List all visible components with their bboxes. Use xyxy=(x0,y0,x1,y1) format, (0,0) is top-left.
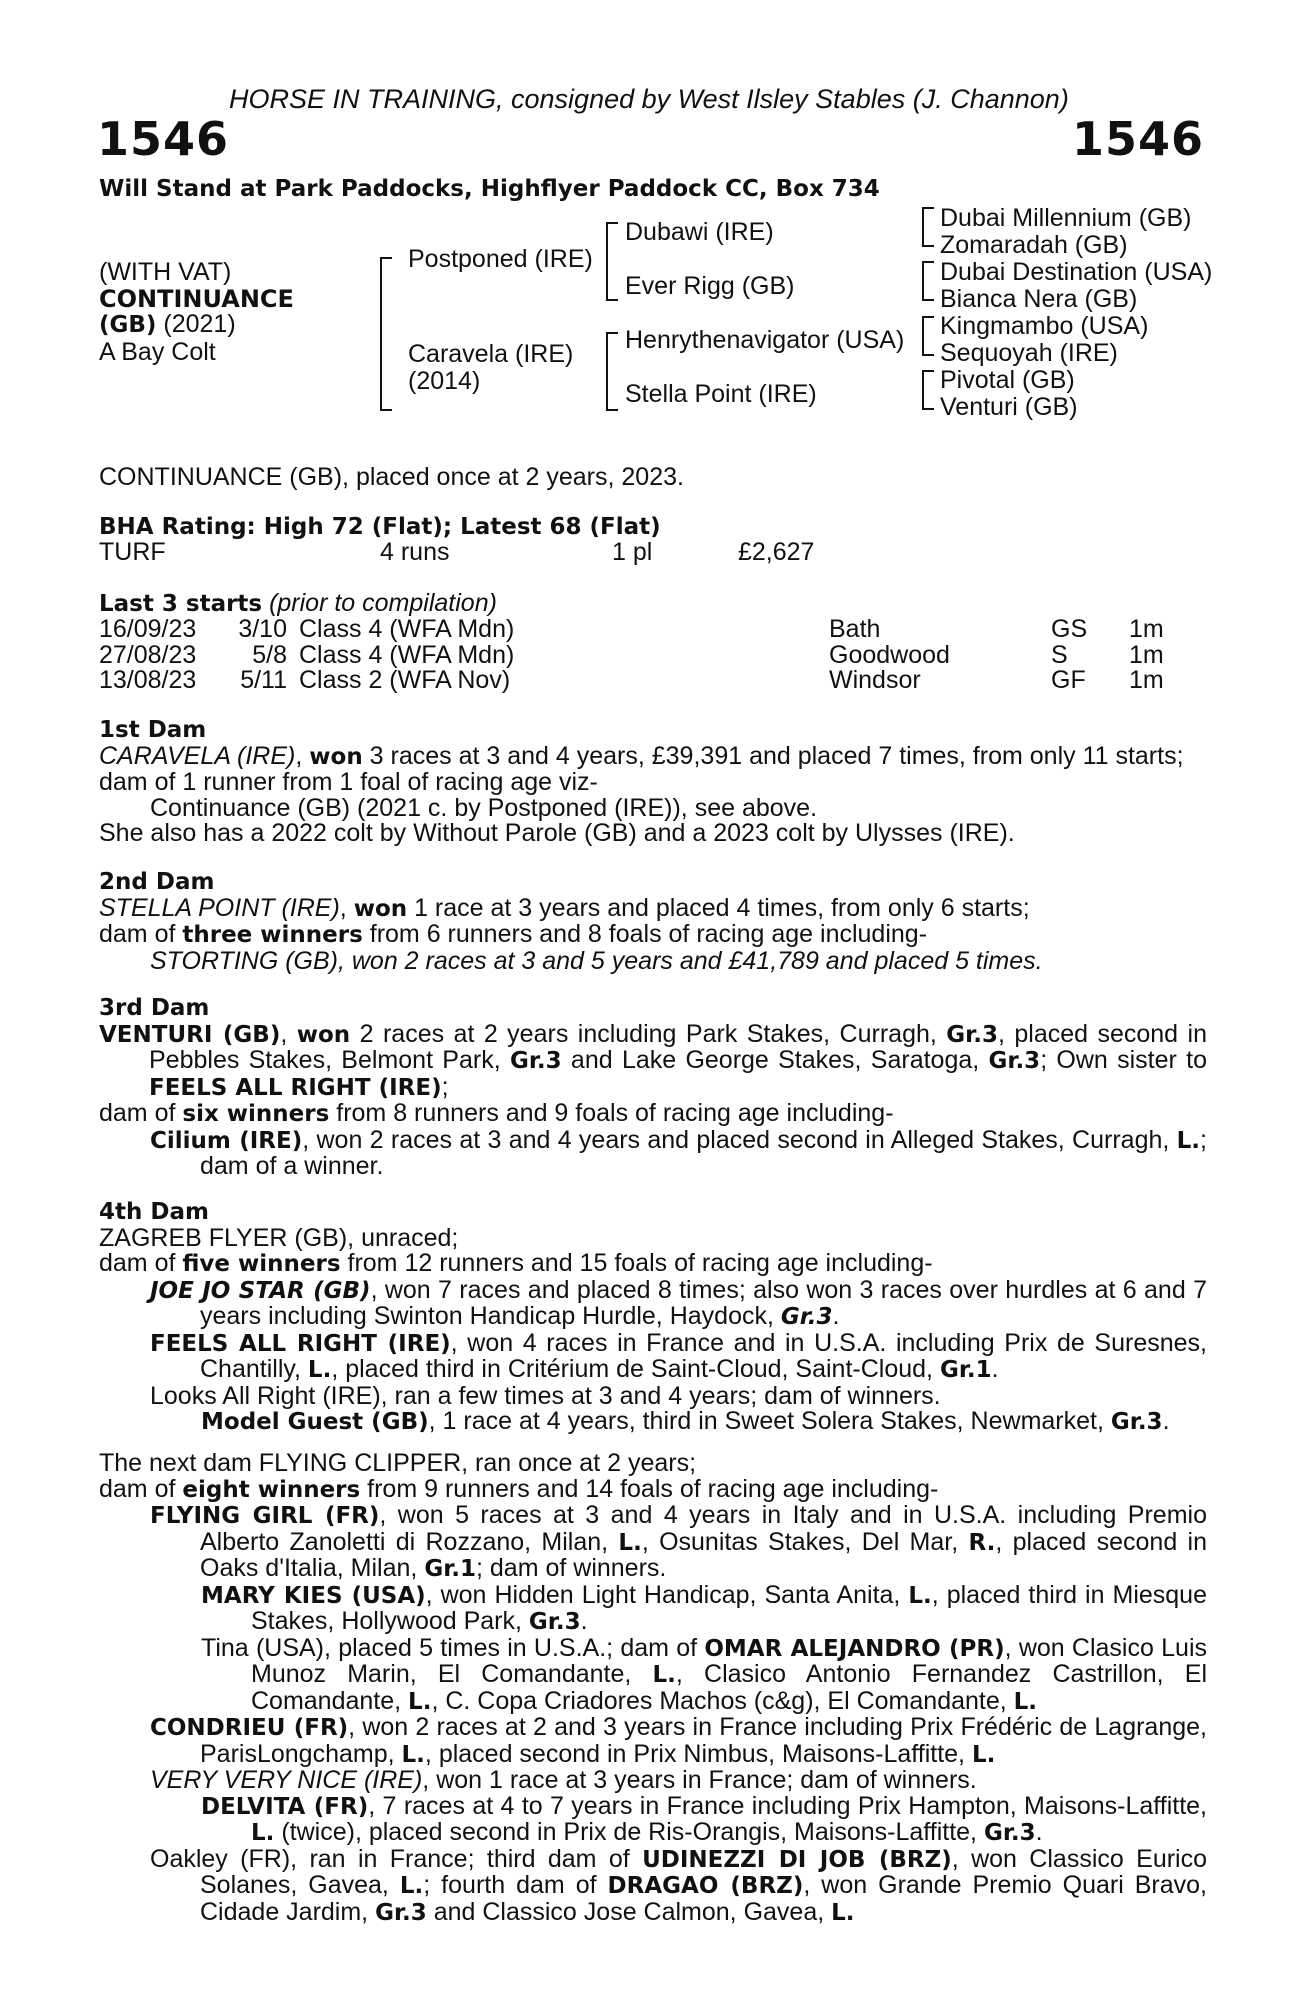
next-dam-para3 xyxy=(99,1503,1207,1583)
text-run: (twice), placed second in Prix de Ris-Orangis, Maisons-Laffitte, xyxy=(274,1818,984,1846)
second-dam-record: 1 race at 3 years and placed 4 times, from only 6 starts; xyxy=(407,893,1030,922)
next-dam-para2 xyxy=(99,1474,1207,1504)
first-dam-won: won xyxy=(309,743,363,770)
second-dam-section xyxy=(99,870,1207,974)
last-starts-title: Last 3 starts xyxy=(99,591,263,617)
start-pos: 3/10 xyxy=(238,615,287,643)
next-dam-para9 xyxy=(99,1844,1208,1927)
horse-country: (GB) xyxy=(99,312,157,338)
text-run: L. xyxy=(251,1820,275,1846)
second-dam-line2-c: from 6 runners and 8 foals of racing age including- xyxy=(362,920,928,948)
text-run: , placed third in Critérium de Saint-Cloud, Saint-Cloud, xyxy=(331,1355,940,1383)
second-dam-winners: three winners xyxy=(182,922,363,948)
horse-country-year xyxy=(99,312,236,338)
pedigree-bracket-dam xyxy=(606,332,618,411)
last-starts-heading xyxy=(99,591,497,617)
text-run: FEELS ALL RIGHT (IRE) xyxy=(149,1074,442,1101)
text-run: Gr.3 xyxy=(528,1609,581,1635)
text-run: Cilium (IRE) xyxy=(150,1127,303,1154)
pedigree-dam-year: (2014) xyxy=(408,367,481,395)
next-dam-para4 xyxy=(99,1580,1207,1636)
second-dam-line1: STELLA POINT (IRE), won 1 race at 3 years and placed 4 times, from only 6 starts; xyxy=(99,893,1030,922)
text-run: Gr.1 xyxy=(424,1556,476,1582)
text-run: , placed second in Pebbles Stakes, Belmont Park, xyxy=(149,1019,1207,1074)
text-run: CONDRIEU (FR) xyxy=(150,1715,349,1741)
next-dam-para6 xyxy=(99,1715,1207,1768)
start-going: S xyxy=(1051,640,1068,669)
text-run: FLYING GIRL (FR) xyxy=(150,1503,380,1529)
horse-year: (2021) xyxy=(156,310,236,338)
text-run: L. xyxy=(399,1873,424,1899)
start-row xyxy=(99,668,1189,694)
text-run: six winners xyxy=(182,1101,330,1127)
text-run: R. xyxy=(968,1529,996,1556)
text-run: , placed third in Miesque Stakes, Hollywood Park, xyxy=(251,1580,1207,1635)
first-dam-record: 3 races at 3 and 4 years, £39,391 and placed 7 times, from only 11 starts; xyxy=(362,741,1184,770)
text-run: Gr.3 xyxy=(509,1048,562,1074)
start-pos: 5/8 xyxy=(252,640,287,669)
text-run: , won 1 race at 3 years in France; dam of winners. xyxy=(422,1766,977,1794)
text-run: Gr.3 xyxy=(983,1820,1036,1846)
text-run: ; fourth dam of xyxy=(423,1871,608,1899)
first-dam-section xyxy=(99,718,1207,847)
pedigree-sire-dam: Ever Rigg (GB) xyxy=(625,272,795,300)
pedigree-sire-sire: Dubawi (IRE) xyxy=(625,218,774,246)
start-pos: 5/11 xyxy=(240,666,287,694)
pedigree-bracket-sire xyxy=(606,222,618,301)
start-dist: 1m xyxy=(1129,640,1164,669)
second-dam-won: won xyxy=(353,895,408,922)
text-run: Model Guest (GB) xyxy=(201,1409,429,1435)
pedigree-g3: Dubai Destination (USA) xyxy=(940,258,1213,286)
text-run: from 9 runners and 14 foals of racing age including- xyxy=(360,1474,939,1503)
second-dam-name: STELLA POINT (IRE) xyxy=(99,893,340,922)
pedigree-bracket-main xyxy=(380,257,392,411)
text-run: , won Clasico Luis Munoz Marin, El Comandante, xyxy=(251,1633,1207,1688)
rating-placed: 1 pl xyxy=(612,538,653,566)
text-run: JOE JO STAR (GB) xyxy=(150,1277,371,1304)
first-dam-line4: She also has a 2022 colt by Without Parole (GB) and a 2023 colt by Ulysses (IRE). xyxy=(99,819,1015,847)
pedigree-bracket-g4 xyxy=(922,370,934,410)
text-run: 2 races at 2 years including Park Stakes, Curragh, xyxy=(350,1019,947,1048)
text-run: ; dam of winners. xyxy=(476,1554,667,1582)
next-dam-section xyxy=(99,1451,1207,1926)
text-run: , won 7 races and placed 8 times; also won 3 races over hurdles at 6 and 7 years including Swinton Handicap Hurdle, Haydock, xyxy=(200,1275,1207,1330)
fourth-dam-para1 xyxy=(99,1223,1207,1252)
text-run: eight winners xyxy=(182,1476,361,1503)
pedigree-sire: Postponed (IRE) xyxy=(408,245,593,273)
text-run: The next dam FLYING CLIPPER, ran once at 2 years; xyxy=(99,1449,697,1477)
text-run: , Osunitas Stakes, Del Mar, xyxy=(641,1527,969,1556)
stand-location: Will Stand at Park Paddocks, Highflyer Paddock CC, Box 734 xyxy=(99,176,880,202)
text-run: ; dam of a winner. xyxy=(200,1125,1207,1180)
text-run: L. xyxy=(401,1741,425,1768)
text-run: . xyxy=(832,1302,840,1330)
start-course: Bath xyxy=(829,615,881,643)
start-date: 16/09/23 xyxy=(99,615,197,643)
text-run: from 12 runners and 15 foals of racing age including- xyxy=(340,1249,933,1277)
text-run: L. xyxy=(1013,1688,1038,1715)
pedigree-g4: Bianca Nera (GB) xyxy=(940,285,1138,313)
text-run: L. xyxy=(831,1899,855,1926)
start-dist: 1m xyxy=(1129,666,1164,694)
text-run: VENTURI (GB) xyxy=(99,1021,281,1048)
pedigree-g7: Pivotal (GB) xyxy=(940,366,1075,394)
next-dam-para7 xyxy=(99,1768,1207,1794)
pedigree-g2: Zomaradah (GB) xyxy=(940,231,1128,259)
start-going: GF xyxy=(1051,666,1086,694)
fourth-dam-para3 xyxy=(99,1275,1207,1331)
first-dam-line1: CARAVELA (IRE), won 3 races at 3 and 4 years, £39,391 and placed 7 times, from only 11 starts; xyxy=(99,741,1184,770)
next-dam-para5 xyxy=(99,1633,1207,1716)
fourth-dam-para6 xyxy=(99,1409,1207,1436)
start-race: Class 2 (WFA Nov) xyxy=(299,666,511,694)
start-course: Windsor xyxy=(829,666,921,694)
text-run: ; Own sister to xyxy=(1040,1046,1207,1074)
text-run: . xyxy=(1035,1818,1043,1846)
text-run: , placed second in Prix Nimbus, Maisons-Laffitte, xyxy=(424,1739,972,1768)
consignment-header: HORSE IN TRAINING, consigned by West Ilsley Stables (J. Channon) xyxy=(229,84,1069,114)
text-run: UDINEZZI DI JOB (BRZ) xyxy=(642,1846,952,1873)
text-run: L. xyxy=(307,1357,332,1383)
text-run: , won Classico Eurico Solanes, Gavea, xyxy=(200,1844,1208,1899)
second-dam-line2-a: dam of xyxy=(99,920,183,948)
text-run: dam of xyxy=(99,1099,183,1127)
pedigree-dam-dam: Stella Point (IRE) xyxy=(625,380,817,408)
text-run: Gr.3 xyxy=(375,1899,427,1926)
pedigree-g8: Venturi (GB) xyxy=(940,393,1078,421)
next-dam-para8 xyxy=(99,1791,1207,1847)
race-summary: CONTINUANCE (GB), placed once at 2 years, 2023. xyxy=(99,463,684,491)
horse-name: CONTINUANCE xyxy=(99,285,294,313)
vat-note: (WITH VAT) xyxy=(99,258,232,286)
start-date: 27/08/23 xyxy=(99,640,197,669)
text-run: L. xyxy=(1176,1127,1201,1154)
text-run: Gr.3 xyxy=(946,1021,998,1048)
text-run: MARY KIES (USA) xyxy=(201,1582,426,1609)
pedigree-g6: Sequoyah (IRE) xyxy=(940,339,1118,367)
text-run: . xyxy=(1162,1407,1170,1435)
pedigree-bracket-g3 xyxy=(922,316,934,356)
text-run: Gr.1 xyxy=(939,1357,992,1383)
first-dam-line2: dam of 1 runner from 1 foal of racing age viz- xyxy=(99,768,598,796)
text-run: Gr.3 xyxy=(1110,1409,1163,1435)
fourth-dam-section xyxy=(99,1200,1207,1436)
text-run: and Lake George Stakes, Saratoga, xyxy=(561,1046,989,1074)
third-dam-para3 xyxy=(99,1125,1207,1180)
text-run: ; xyxy=(441,1072,449,1101)
text-run: , Clasico Antonio Fernandez Castrillon, El Comandante, xyxy=(251,1660,1207,1715)
text-run: L. xyxy=(618,1529,642,1556)
starts-table xyxy=(99,617,1189,694)
text-run: L. xyxy=(652,1662,676,1688)
text-run: . xyxy=(991,1355,999,1383)
text-run: , won 2 races at 2 and 3 years in France including Prix Frédéric de Lagrange, ParisLongchamp, xyxy=(200,1713,1207,1768)
text-run: DELVITA (FR) xyxy=(201,1793,369,1820)
pedigree-g1: Dubai Millennium (GB) xyxy=(940,204,1192,232)
third-dam-title: 3rd Dam xyxy=(99,995,210,1021)
lot-number-left: 1546 xyxy=(97,112,230,166)
text-run: won xyxy=(296,1021,351,1048)
text-run: . xyxy=(580,1607,588,1635)
rating-surface: TURF xyxy=(99,538,166,566)
start-race: Class 4 (WFA Mdn) xyxy=(299,640,515,669)
lot-number-right: 1546 xyxy=(1071,112,1204,166)
text-run: , won 5 races at 3 and 4 years in Italy and in U.S.A. including Premio Alberto Zanoletti di Rozzano, Milan, xyxy=(200,1501,1207,1556)
pedigree-dam: Caravela (IRE) xyxy=(408,340,574,368)
fourth-dam-para5 xyxy=(99,1381,1207,1410)
text-run: Gr.3 xyxy=(988,1048,1041,1074)
start-row xyxy=(99,643,1189,669)
first-dam-line3: Continuance (GB) (2021 c. by Postponed (IRE)), see above. xyxy=(150,793,818,822)
fourth-dam-para4 xyxy=(99,1328,1207,1384)
text-run: L. xyxy=(408,1688,432,1715)
text-run: Gr.3 xyxy=(780,1304,833,1330)
fourth-dam-title: 4th Dam xyxy=(99,1199,209,1225)
start-race: Class 4 (WFA Mdn) xyxy=(299,615,515,643)
last-starts-note: (prior to compilation) xyxy=(269,589,497,617)
text-run: FEELS ALL RIGHT (IRE) xyxy=(150,1330,451,1357)
text-run: L. xyxy=(908,1582,932,1609)
third-dam-para1 xyxy=(99,1019,1207,1102)
start-row xyxy=(99,617,1189,643)
text-run: OMAR ALEJANDRO (PR) xyxy=(704,1635,1005,1662)
third-dam-para2 xyxy=(99,1101,1207,1128)
text-run: , won 2 races at 3 and 4 years and placed second in Alleged Stakes, Curragh, xyxy=(302,1125,1177,1154)
second-dam-line2 xyxy=(99,922,1207,949)
start-going: GS xyxy=(1051,615,1088,643)
text-run: five winners xyxy=(182,1251,341,1277)
text-run: ZAGREB FLYER (GB), unraced; xyxy=(99,1223,459,1252)
pedigree-dam-sire: Henrythenavigator (USA) xyxy=(625,326,905,354)
text-run: , xyxy=(280,1019,297,1048)
first-dam-name: CARAVELA (IRE) xyxy=(99,741,296,770)
rating-earnings: £2,627 xyxy=(738,538,815,566)
pedigree-g5: Kingmambo (USA) xyxy=(940,312,1149,340)
pedigree-bracket-g1 xyxy=(922,207,934,247)
horse-description: A Bay Colt xyxy=(99,338,216,366)
start-dist: 1m xyxy=(1129,615,1164,643)
second-dam-line3: STORTING (GB), won 2 races at 3 and 5 years and £41,789 and placed 5 times. xyxy=(150,946,1043,975)
text-run: dam of xyxy=(99,1474,183,1503)
text-run: , won Hidden Light Handicap, Santa Anita, xyxy=(425,1580,909,1609)
third-dam-section xyxy=(99,996,1207,1180)
next-dam-para1 xyxy=(99,1451,1207,1477)
pedigree-bracket-g2 xyxy=(922,261,934,301)
text-run: and Classico Jose Calmon, Gavea, xyxy=(426,1897,832,1926)
start-date: 13/08/23 xyxy=(99,666,197,694)
fourth-dam-para2 xyxy=(99,1251,1207,1278)
first-dam-title: 1st Dam xyxy=(99,717,207,743)
text-run: , won 4 races in France and in U.S.A. including Prix de Suresnes, Chantilly, xyxy=(200,1328,1207,1383)
text-run: Looks All Right (IRE), ran a few times at 3 and 4 years; dam of winners. xyxy=(150,1381,941,1410)
bha-rating: BHA Rating: High 72 (Flat); Latest 68 (Flat) xyxy=(99,514,661,540)
text-run: , 1 race at 4 years, third in Sweet Solera Stakes, Newmarket, xyxy=(428,1407,1111,1435)
text-run: L. xyxy=(971,1741,996,1768)
rating-runs: 4 runs xyxy=(380,538,450,566)
second-dam-title: 2nd Dam xyxy=(99,869,215,895)
start-course: Goodwood xyxy=(829,640,950,669)
text-run: , won Grande Premio Quari Bravo, Cidade Jardim, xyxy=(200,1871,1208,1926)
text-run: , C. Copa Criadores Machos (c&g), El Comandante, xyxy=(431,1686,1014,1715)
text-run: Tina (USA), placed 5 times in U.S.A.; dam of xyxy=(201,1633,705,1662)
text-run: , placed second in Oaks d'Italia, Milan, xyxy=(200,1527,1207,1582)
text-run: from 8 runners and 9 foals of racing age including- xyxy=(329,1099,894,1127)
text-run: DRAGAO (BRZ) xyxy=(607,1873,804,1899)
text-run: dam of xyxy=(99,1249,183,1277)
text-run: VERY VERY NICE (IRE) xyxy=(150,1766,423,1794)
text-run: Oakley (FR), ran in France; third dam of xyxy=(150,1844,643,1873)
text-run: , 7 races at 4 to 7 years in France including Prix Hampton, Maisons-Laffitte, xyxy=(368,1791,1207,1820)
